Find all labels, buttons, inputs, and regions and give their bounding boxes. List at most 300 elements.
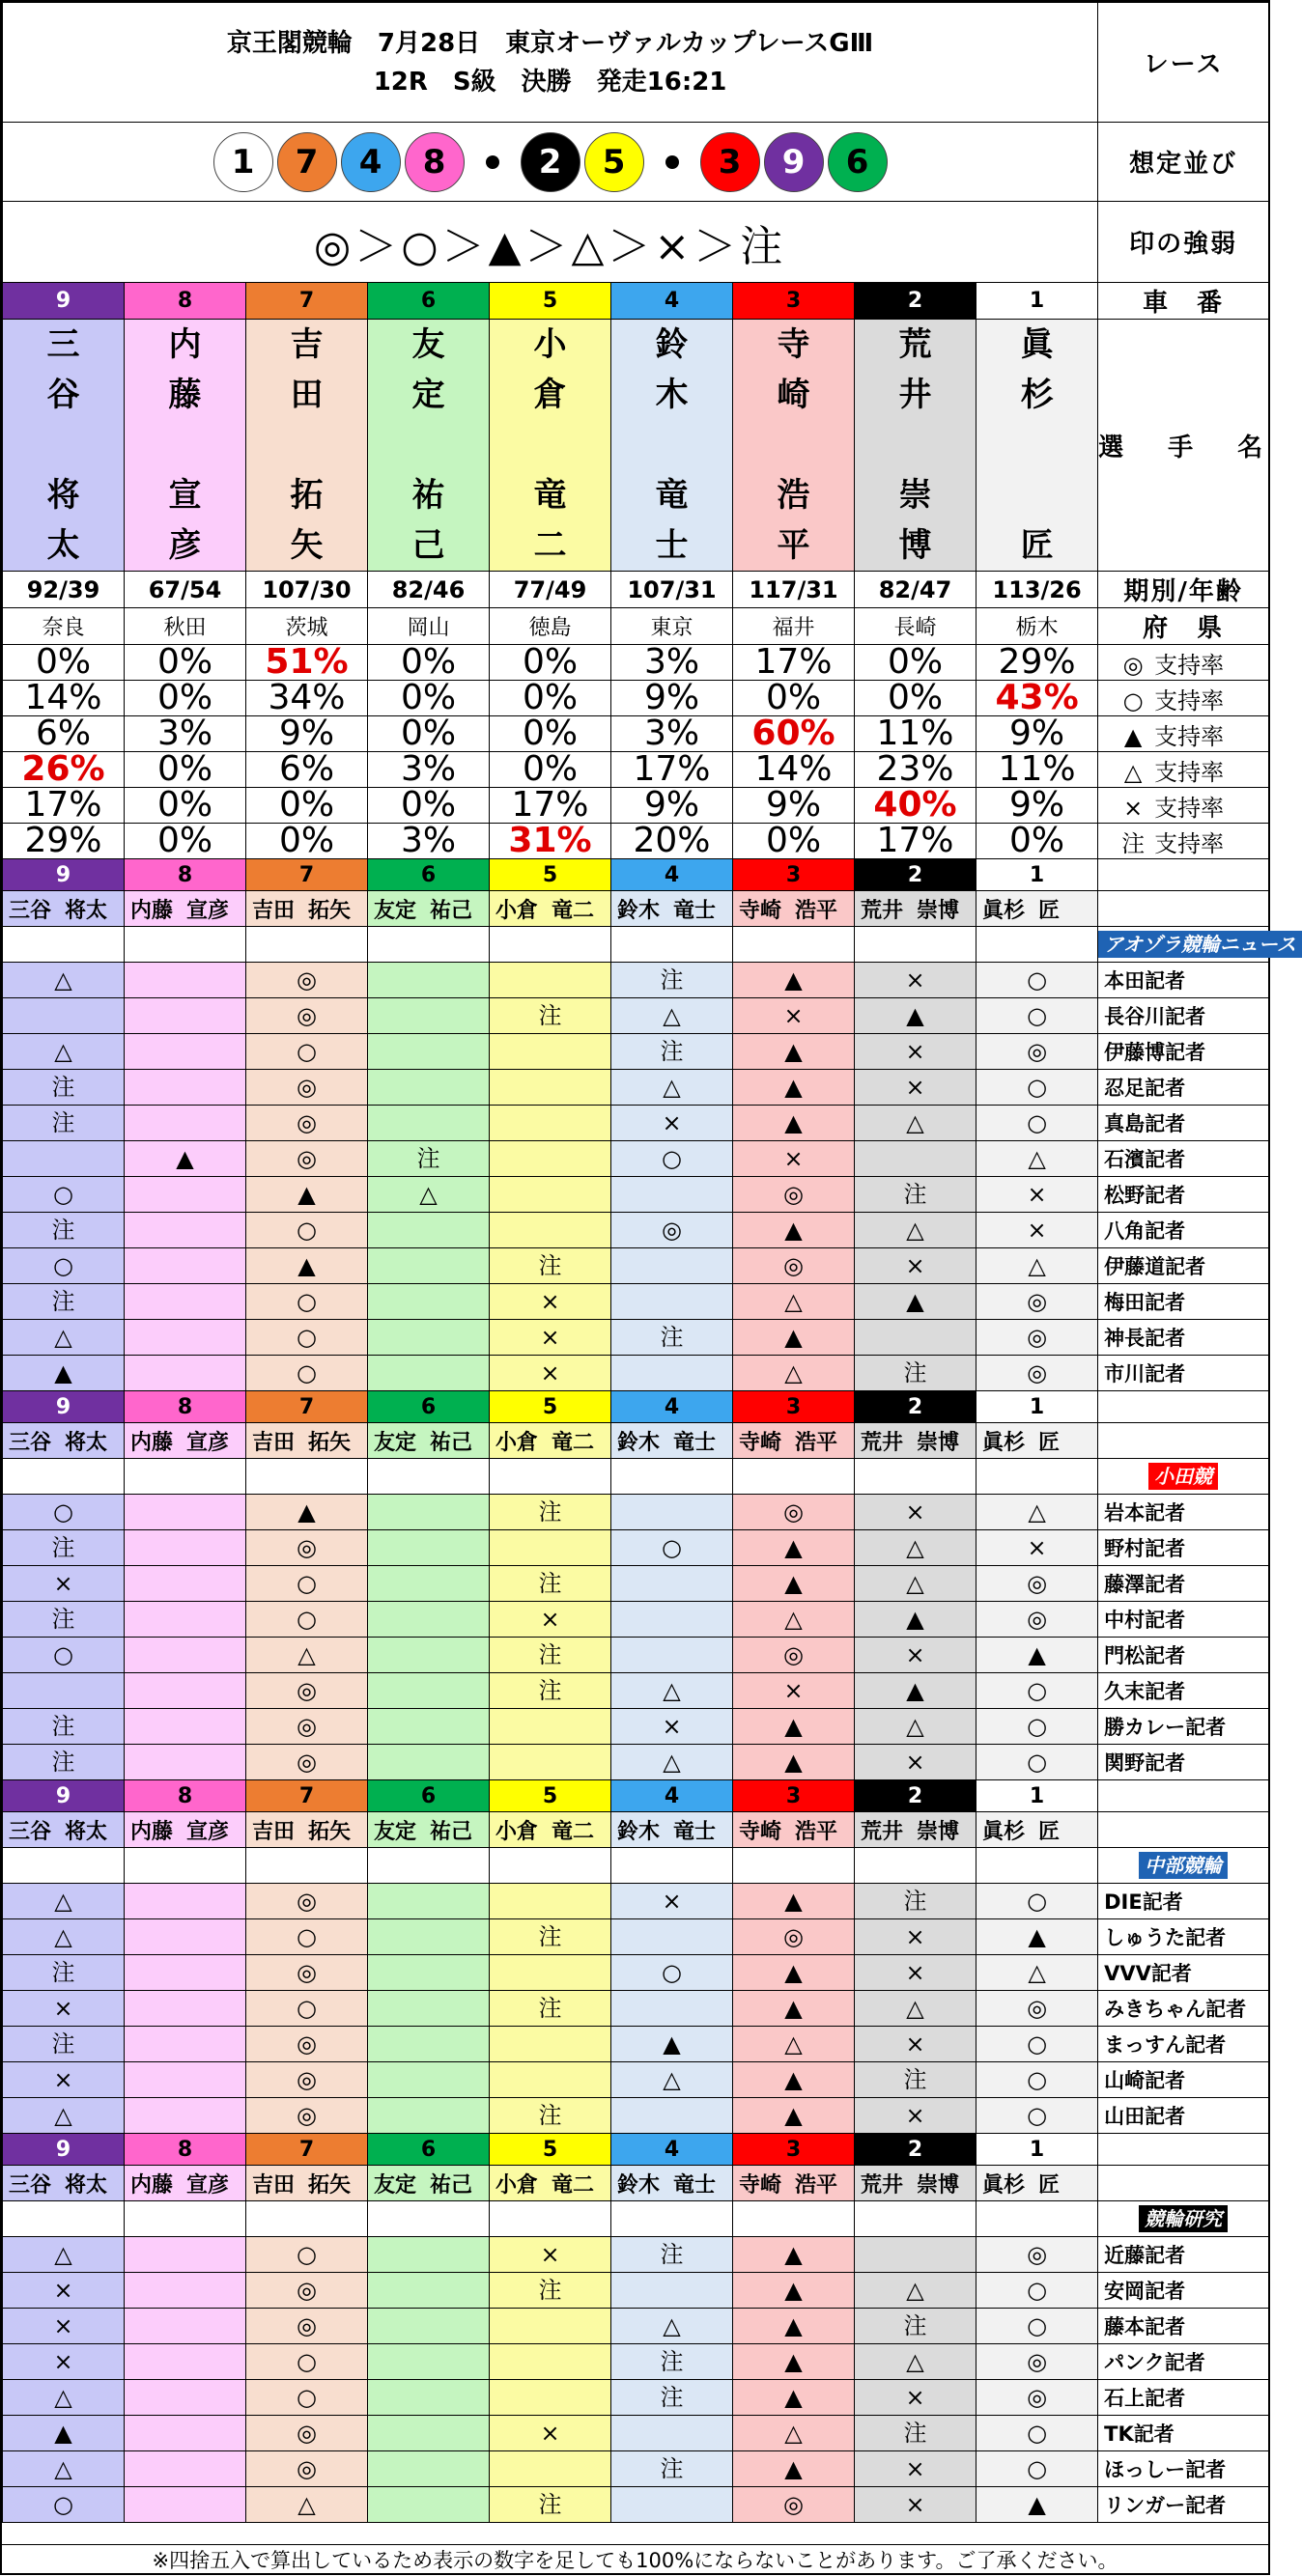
prediction-mark-cell-text: × <box>53 1570 73 1597</box>
racer-short-name-8 <box>125 1423 246 1459</box>
support-rate-cell <box>490 678 611 717</box>
prediction-mark-cell <box>490 1495 611 1530</box>
prediction-mark-cell <box>125 1638 246 1673</box>
racer-period-age-4 <box>611 572 733 608</box>
prediction-mark-cell-text: △ <box>784 1359 803 1386</box>
car-number-1 <box>976 2134 1098 2166</box>
prediction-mark-cell <box>3 2344 125 2380</box>
prediction-mark-cell <box>125 2237 246 2273</box>
short-given: 将太 <box>65 898 108 923</box>
reporter-name <box>1098 1070 1269 1106</box>
prediction-mark-cell <box>855 998 976 1034</box>
support-rate-cell <box>976 642 1098 682</box>
prediction-mark-cell-text: ◎ <box>1027 1038 1048 1065</box>
prediction-mark-cell-text: ▲ <box>784 1888 803 1915</box>
short-surname: 寺崎 <box>739 2172 782 2198</box>
support-rate-cell-text: 0% <box>278 785 335 825</box>
short-given: 崇博 <box>917 1430 960 1455</box>
reporter-name-text: 八角記者 <box>1104 1219 1186 1243</box>
prediction-mark-cell <box>855 1356 976 1391</box>
prediction-mark-cell-text: △ <box>663 1002 681 1029</box>
prediction-mark-cell <box>490 998 611 1034</box>
prediction-mark-cell <box>611 1638 733 1673</box>
prediction-mark-cell-text: ○ <box>1027 2312 1048 2339</box>
prediction-mark-cell-text: × <box>905 2384 925 2411</box>
prediction-mark-cell-text: ◎ <box>297 2277 317 2304</box>
prediction-mark-cell <box>855 1602 976 1638</box>
reporter-name-text: 市川記者 <box>1104 1362 1186 1386</box>
short-surname: 荒井 <box>861 2172 904 2198</box>
prediction-mark-cell <box>855 1034 976 1070</box>
prediction-mark-cell-text: △ <box>663 2066 681 2093</box>
prediction-mark-cell-text: △ <box>906 2277 924 2304</box>
racer-name-char: 荒 <box>898 325 932 364</box>
car-number-7-text: 7 <box>298 862 315 887</box>
group-separator-dot <box>665 155 679 169</box>
prediction-mark-cell-text: ▲ <box>784 966 803 994</box>
prediction-mark-cell <box>246 1356 368 1391</box>
short-given: 匠 <box>1038 898 1061 923</box>
short-surname: 荒井 <box>861 898 904 923</box>
prediction-mark-cell <box>733 1530 855 1566</box>
prediction-mark-cell-text: ◎ <box>783 1641 804 1668</box>
prediction-mark-cell <box>611 2416 733 2451</box>
spacer-cell <box>246 927 368 963</box>
racer-name-char: 谷 <box>46 376 80 414</box>
support-rate-cell <box>611 678 733 717</box>
car-number-4-text: 4 <box>664 289 680 313</box>
short-surname: 小倉 <box>495 1819 539 1844</box>
racer-name-char <box>490 420 610 470</box>
prediction-mark-cell <box>733 1673 855 1709</box>
racer-name-char: 太 <box>46 526 80 565</box>
prediction-mark-cell-text: 注 <box>903 2420 927 2447</box>
racer-name-char: 倉 <box>533 376 567 414</box>
reporter-name <box>1098 1495 1269 1530</box>
car-number-7 <box>246 859 368 891</box>
support-rate-cell-text: 51% <box>265 642 349 682</box>
prediction-mark-cell <box>611 2451 733 2487</box>
support-rate-cell-text: 0% <box>278 821 335 860</box>
spacer-cell <box>368 927 490 963</box>
prediction-mark-cell <box>733 1884 855 1919</box>
racer-short-name-4 <box>611 1423 733 1459</box>
support-rate-cell-text: 3% <box>643 642 700 682</box>
prediction-mark-cell-text: ○ <box>1027 2066 1048 2093</box>
prediction-mark-cell <box>368 1106 490 1141</box>
prediction-mark-cell <box>490 1070 611 1106</box>
prediction-mark-cell-text: ○ <box>1027 1109 1048 1136</box>
racer-short-name-2 <box>855 1812 976 1848</box>
prediction-mark-cell <box>855 1566 976 1602</box>
prediction-mark-cell <box>855 1884 976 1919</box>
prediction-mark-cell <box>976 2098 1098 2134</box>
prediction-mark-cell-text: ◎ <box>297 2420 317 2447</box>
short-given: 崇博 <box>917 1819 960 1844</box>
car-number-7-text: 7 <box>298 1394 315 1419</box>
support-rate-cell-text: 17% <box>754 642 833 682</box>
prediction-mark-cell-text: 注 <box>660 2241 684 2268</box>
prediction-mark-cell <box>976 1177 1098 1213</box>
support-rate-cell <box>3 749 125 789</box>
support-rate-cell-text: 0% <box>156 749 213 789</box>
reporter-name-text: 岩本記者 <box>1104 1501 1186 1525</box>
car-number-3 <box>733 2134 855 2166</box>
prediction-mark-cell-text: ◎ <box>1027 1570 1048 1597</box>
prediction-mark-cell <box>246 1602 368 1638</box>
support-rate-cell-text: 0% <box>765 821 822 860</box>
spacer-cell <box>855 2201 976 2237</box>
reporter-name <box>1098 1919 1269 1955</box>
prediction-mark-cell <box>611 1673 733 1709</box>
prediction-mark-cell <box>490 1566 611 1602</box>
prediction-mark-cell-text: ○ <box>1027 2455 1048 2482</box>
prediction-mark-cell <box>611 2487 733 2523</box>
short-given: 宣彦 <box>186 898 230 923</box>
reporter-name-text: 石上記者 <box>1104 2387 1186 2410</box>
prediction-mark-cell <box>611 1919 733 1955</box>
prediction-mark-cell <box>490 2027 611 2062</box>
racer-name-6 <box>368 320 490 572</box>
source-logo <box>1098 2201 1269 2237</box>
prediction-mark-cell <box>976 1034 1098 1070</box>
prediction-mark-cell <box>125 2380 246 2416</box>
prediction-mark-cell-text: × <box>540 1288 560 1315</box>
support-rate-cell <box>368 785 490 825</box>
prediction-mark-cell <box>490 2487 611 2523</box>
prediction-mark-cell <box>733 1566 855 1602</box>
support-rate-cell <box>490 749 611 789</box>
prediction-table <box>2 2 1296 2523</box>
car-number-2-text: 2 <box>907 862 923 887</box>
car-number-5 <box>490 859 611 891</box>
prediction-mark-cell <box>125 2273 246 2309</box>
racer-period-age-5-text: 77/49 <box>513 575 587 603</box>
support-rate-cell <box>3 821 125 860</box>
support-rate-cell <box>611 785 733 825</box>
car-number-4-text: 4 <box>664 1783 680 1808</box>
support-rate-cell <box>3 785 125 825</box>
prediction-mark-cell <box>611 1141 733 1177</box>
reporter-name <box>1098 2344 1269 2380</box>
support-rate-cell <box>855 678 976 717</box>
prediction-mark-cell <box>855 1673 976 1709</box>
racer-short-name-4 <box>611 1812 733 1848</box>
prediction-mark-cell-text: ▲ <box>784 2312 803 2339</box>
short-given: 崇博 <box>917 2172 960 2198</box>
spacer-cell <box>611 927 733 963</box>
prediction-mark-cell-text: ◎ <box>1027 1359 1048 1386</box>
racer-short-name-3 <box>733 1812 855 1848</box>
prediction-mark-cell <box>246 1955 368 1991</box>
prediction-mark-cell <box>246 1034 368 1070</box>
prediction-mark-cell <box>125 1320 246 1356</box>
prediction-mark-cell-text: ▲ <box>1028 1923 1046 1950</box>
spacer-cell <box>855 927 976 963</box>
prediction-mark-cell-text: ▲ <box>1028 1641 1046 1668</box>
racer-name-char <box>733 420 854 470</box>
prediction-mark-cell-text: ○ <box>297 1606 317 1633</box>
label-lineup <box>1098 123 1269 202</box>
prediction-mark-cell-text: × <box>662 1713 682 1740</box>
prediction-mark-cell <box>3 1248 125 1284</box>
racer-name-char <box>125 420 245 470</box>
short-surname: 吉田 <box>252 1819 296 1844</box>
prediction-mark-cell-text: ◎ <box>1027 1606 1048 1633</box>
prediction-mark-cell-text: 注 <box>538 1252 562 1279</box>
prediction-mark-cell-text: ◎ <box>783 1252 804 1279</box>
lineup-car-5: 5 <box>584 132 644 192</box>
support-rate-cell <box>125 785 246 825</box>
prediction-mark-cell <box>3 1566 125 1602</box>
prediction-mark-cell <box>490 1034 611 1070</box>
prediction-mark-cell <box>368 1566 490 1602</box>
support-rate-cell-text: 3% <box>156 714 213 753</box>
prediction-mark-cell-text: ◎ <box>297 1677 317 1704</box>
prediction-mark-cell <box>368 1034 490 1070</box>
racer-name-char: 寺 <box>777 325 810 364</box>
reporter-name <box>1098 1709 1269 1745</box>
prediction-mark-cell <box>976 1530 1098 1566</box>
prediction-mark-cell <box>490 1919 611 1955</box>
prediction-mark-cell-text: × <box>905 1074 925 1101</box>
racer-name-2 <box>855 320 976 572</box>
racer-name-char <box>368 420 489 470</box>
short-given: 将太 <box>65 1819 108 1844</box>
prediction-mark-cell-text: ▲ <box>784 2455 803 2482</box>
reporter-name-text: 藤本記者 <box>1104 2315 1186 2338</box>
prediction-mark-cell <box>3 1177 125 1213</box>
prediction-mark-cell <box>3 1034 125 1070</box>
short-given: 竜二 <box>552 1430 595 1455</box>
prediction-mark-cell <box>368 1284 490 1320</box>
label-prefecture <box>1098 608 1269 645</box>
prediction-mark-cell <box>3 1530 125 1566</box>
support-rate-cell-text: 0% <box>522 714 579 753</box>
prediction-mark-cell <box>368 2098 490 2134</box>
spacer-cell <box>976 927 1098 963</box>
prediction-mark-cell-text: 注 <box>538 1677 562 1704</box>
prediction-mark-cell <box>125 963 246 998</box>
racer-short-name-9 <box>3 1812 125 1848</box>
label-prefecture-text: 府 県 <box>1143 614 1225 643</box>
reporter-name-text: DIE記者 <box>1104 1890 1183 1914</box>
prediction-mark-cell <box>125 2344 246 2380</box>
prediction-mark-cell-text: × <box>905 1038 925 1065</box>
prediction-mark-cell <box>976 2237 1098 2273</box>
prediction-mark-cell <box>855 2309 976 2344</box>
spacer-cell <box>368 1848 490 1884</box>
prediction-mark-cell-text: 注 <box>416 1145 440 1172</box>
prediction-mark-cell-text: ▲ <box>784 1995 803 2022</box>
short-given: 匠 <box>1038 1430 1061 1455</box>
prediction-mark-cell-text: △ <box>1028 1145 1046 1172</box>
support-rate-cell <box>246 785 368 825</box>
car-number-1-text: 1 <box>1029 1394 1045 1419</box>
car-number-6 <box>368 1780 490 1812</box>
prediction-mark-cell-text: ▲ <box>784 1534 803 1561</box>
spacer-cell <box>855 1459 976 1495</box>
reporter-name-text: TK記者 <box>1104 2422 1175 2446</box>
car-number-4 <box>611 1391 733 1423</box>
prediction-mark-cell-text: 注 <box>903 2066 927 2093</box>
prediction-mark-cell-text: ○ <box>662 1959 682 1986</box>
short-surname: 鈴木 <box>617 898 661 923</box>
support-rate-cell <box>3 716 125 752</box>
prediction-mark-cell <box>976 2487 1098 2523</box>
support-mark: 注 <box>1121 829 1146 857</box>
prediction-mark-cell-text: ▲ <box>784 1038 803 1065</box>
car-number-2-text: 2 <box>907 1783 923 1808</box>
prediction-mark-cell <box>611 2098 733 2134</box>
spacer-cell <box>368 1459 490 1495</box>
support-rate-cell-text: 23% <box>876 749 954 789</box>
support-mark: ○ <box>1122 686 1144 714</box>
prediction-mark-cell <box>855 963 976 998</box>
prediction-mark-cell-text: × <box>53 2066 73 2093</box>
reporter-name <box>1098 1106 1269 1141</box>
car-number-6-text: 6 <box>420 1394 437 1419</box>
support-label: 支持率 <box>1154 794 1225 822</box>
short-given: 将太 <box>65 2172 108 2198</box>
group-separator-dot <box>486 155 499 169</box>
prediction-mark-cell <box>3 1106 125 1141</box>
support-rate-label <box>1098 645 1269 681</box>
prediction-mark-cell <box>611 1602 733 1638</box>
prediction-mark-cell-text: ◎ <box>297 2455 317 2482</box>
racer-name-char: 藤 <box>168 376 202 414</box>
reporter-name <box>1098 1034 1269 1070</box>
prediction-mark-cell <box>125 1709 246 1745</box>
support-rate-cell-text: 14% <box>754 749 833 789</box>
prediction-mark-cell-text: ▲ <box>784 2102 803 2129</box>
racer-name-char <box>246 420 367 470</box>
prediction-mark-cell-text: ▲ <box>784 1749 803 1776</box>
support-rate-cell <box>368 749 490 789</box>
prediction-mark-cell-text: ◎ <box>783 1498 804 1526</box>
prediction-mark-cell-text: △ <box>784 2420 803 2447</box>
support-rate-cell-text: 11% <box>998 749 1076 789</box>
prediction-mark-cell <box>733 2380 855 2416</box>
short-surname: 寺崎 <box>739 898 782 923</box>
prediction-mark-cell-text: ◎ <box>1027 1288 1048 1315</box>
prediction-mark-cell-text: 注 <box>660 2455 684 2482</box>
prediction-mark-cell <box>611 2344 733 2380</box>
lineup-car-8: 8 <box>405 132 465 192</box>
prediction-mark-cell <box>733 2416 855 2451</box>
prediction-mark-cell <box>733 2062 855 2098</box>
prediction-mark-cell-text: × <box>783 1677 804 1704</box>
car-number-1 <box>976 1780 1098 1812</box>
prediction-mark-cell <box>125 2451 246 2487</box>
short-surname: 内藤 <box>130 2172 174 2198</box>
prediction-mark-cell-text: × <box>905 1252 925 1279</box>
prediction-mark-cell <box>855 1070 976 1106</box>
prediction-mark-cell <box>3 1673 125 1709</box>
prediction-mark-cell <box>246 1495 368 1530</box>
support-mark: × <box>1123 794 1144 822</box>
short-surname: 友定 <box>374 1430 417 1455</box>
reporter-name <box>1098 1320 1269 1356</box>
prediction-mark-cell <box>490 1284 611 1320</box>
support-rate-cell-text: 3% <box>643 714 700 753</box>
prediction-mark-cell <box>733 1745 855 1780</box>
racer-prefecture-4-text: 東京 <box>650 616 693 640</box>
short-given: 将太 <box>65 1430 108 1455</box>
car-number-4 <box>611 859 733 891</box>
prediction-mark-cell-text: △ <box>54 1888 72 1915</box>
racer-name-char <box>855 420 976 470</box>
prediction-mark-cell-text: ○ <box>297 2241 317 2268</box>
prediction-mark-cell <box>733 963 855 998</box>
racer-period-age-7-text: 107/30 <box>262 575 352 603</box>
prediction-mark-cell-text: 注 <box>660 2348 684 2375</box>
racer-name-char: 二 <box>533 526 567 565</box>
support-rate-cell <box>3 678 125 717</box>
car-number-8 <box>125 2134 246 2166</box>
lineup-car-6: 6 <box>828 132 888 192</box>
prediction-mark-cell <box>368 2237 490 2273</box>
car-number-9 <box>3 1780 125 1812</box>
car-number-9-text: 9 <box>55 2137 71 2162</box>
prediction-mark-cell-text: ▲ <box>784 2384 803 2411</box>
spacer-cell <box>125 927 246 963</box>
short-surname: 眞杉 <box>982 2172 1026 2198</box>
support-rate-cell <box>611 716 733 752</box>
short-surname: 三谷 <box>9 2172 52 2198</box>
racer-period-age-2 <box>855 572 976 608</box>
prediction-mark-cell <box>976 2344 1098 2380</box>
prediction-mark-cell <box>368 1248 490 1284</box>
prediction-mark-cell <box>246 1638 368 1673</box>
prediction-mark-cell <box>246 2027 368 2062</box>
prediction-mark-cell-text: ▲ <box>784 2348 803 2375</box>
spacer-cell <box>125 1459 246 1495</box>
racer-name-char: 鈴 <box>655 325 689 364</box>
prediction-mark-cell <box>246 2098 368 2134</box>
prediction-mark-cell-text: △ <box>663 1749 681 1776</box>
prediction-mark-cell-text: △ <box>906 1570 924 1597</box>
prediction-mark-cell <box>490 1177 611 1213</box>
racer-short-name-7 <box>246 1423 368 1459</box>
reporter-name-text: 伊藤博記者 <box>1104 1041 1206 1064</box>
racer-name-char <box>611 420 732 470</box>
prediction-mark-cell <box>976 998 1098 1034</box>
prediction-mark-cell-text: ▲ <box>906 1606 924 1633</box>
label-race-text: レース <box>1143 50 1224 79</box>
prediction-mark-cell-text: ○ <box>1027 1074 1048 1101</box>
source-logo-text: アオゾラ競輪ニュース <box>1098 931 1302 958</box>
reporter-name-text: リンガー記者 <box>1104 2494 1227 2517</box>
prediction-mark-cell <box>611 963 733 998</box>
prediction-mark-cell <box>733 1602 855 1638</box>
prediction-mark-cell <box>733 1356 855 1391</box>
racer-prefecture-3-text: 福井 <box>772 616 815 640</box>
reporter-name-text: 関野記者 <box>1104 1751 1186 1775</box>
support-rate-cell <box>733 785 855 825</box>
prediction-mark-cell <box>246 1320 368 1356</box>
prediction-mark-cell-text: ▲ <box>906 1002 924 1029</box>
racer-short-name-8 <box>125 2166 246 2201</box>
car-number-6 <box>368 283 490 320</box>
prediction-mark-cell <box>976 2309 1098 2344</box>
short-given: 浩平 <box>795 1430 838 1455</box>
reporter-name <box>1098 1213 1269 1248</box>
prediction-mark-cell-text: ◎ <box>297 1959 317 1986</box>
prediction-mark-cell <box>368 1530 490 1566</box>
prediction-mark-cell <box>3 2062 125 2098</box>
prediction-mark-cell <box>611 1106 733 1141</box>
